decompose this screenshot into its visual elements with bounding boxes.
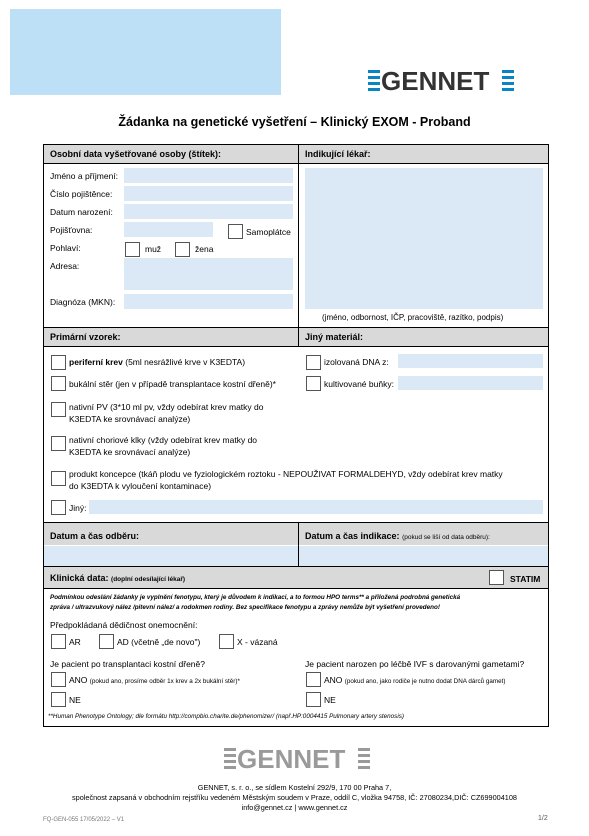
birth-date-field[interactable] — [124, 204, 293, 219]
x-linked-label: X - vázaná — [237, 637, 278, 647]
phenotype-notice-1: Podmínkou odeslání žádanky je vyplnění fenotypu, který je důvodem k indikaci, a to formou HPO terms** a přiložená podrobná genetická — [50, 594, 461, 601]
female-checkbox[interactable] — [175, 242, 190, 257]
insurer-label: Pojišťovna: — [50, 225, 93, 235]
doctor-hint: (jméno, odbornost, IČP, pracoviště, razítko, podpis) — [322, 313, 504, 322]
statim-label: STATIM — [510, 574, 541, 584]
insurance-no-field[interactable] — [124, 186, 293, 201]
clinical-section-title: Klinická data: (doplní odesílající lékař) — [50, 573, 186, 583]
insurer-field[interactable] — [124, 222, 213, 237]
chorionic-villi-label-1: nativní choriové klky (vždy odebírat krev matky do — [69, 435, 258, 445]
dna-field[interactable] — [398, 354, 543, 368]
address-label: Adresa: — [50, 261, 80, 271]
footer-logo-text: GENNET — [237, 744, 346, 774]
form-title: Žádanka na genetické vyšetření – Klinický EXOM - Proband — [118, 115, 471, 129]
other-sample-label: Jiný: — [69, 503, 87, 513]
peripheral-blood-checkbox[interactable] — [51, 355, 66, 370]
ivf-yes-checkbox[interactable] — [306, 672, 321, 687]
phenotype-notice-2: zpráva / ultrazvukový nález /pitevní nález/ a rodokmen rodiny. Bez specifikace fenotypu a zprávy nemůže být vyšetření provedeno! — [50, 604, 440, 611]
indication-date-field[interactable] — [299, 546, 548, 566]
footer-contacts: info@gennet.cz | www.gennet.cz — [241, 803, 348, 812]
dna-label: izolovaná DNA z: — [324, 357, 389, 367]
amniotic-fluid-checkbox[interactable] — [51, 402, 66, 417]
chorionic-villi-label-2: K3EDTA ke srovnávací analýze) — [69, 447, 191, 457]
label-sticker-area — [10, 9, 281, 95]
sex-label: Pohlaví: — [50, 243, 81, 253]
female-label: žena — [195, 244, 214, 254]
other-sample-checkbox[interactable] — [51, 500, 66, 515]
ar-label: AR — [69, 637, 81, 647]
primary-sample-title: Primární vzorek: — [50, 332, 121, 342]
male-checkbox[interactable] — [125, 242, 140, 257]
cultured-cells-field[interactable] — [398, 376, 543, 390]
ivf-no-checkbox[interactable] — [306, 692, 321, 707]
amniotic-fluid-label-1: nativní PV (3*10 ml pv, vždy odebírat krev matky do — [69, 402, 264, 412]
name-field[interactable] — [124, 168, 293, 183]
name-label: Jméno a příjmení: — [50, 171, 119, 181]
amniotic-fluid-label-2: K3EDTA ke srovnávací analýze) — [69, 414, 191, 424]
other-sample-field[interactable] — [89, 500, 543, 514]
conception-product-label-1: produkt koncepce (tkáň plodu ve fyziologickém roztoku - NEPOUŽIVAT FORMALDEHYD, vždy odebírat krev matky — [69, 469, 503, 479]
cultured-cells-checkbox[interactable] — [306, 376, 321, 391]
collection-date-label: Datum a čas odběru: — [50, 531, 140, 541]
statim-checkbox[interactable] — [489, 570, 504, 585]
ivf-yes-label: ANO (pokud ano, jako rodiče je nutno dodat DNA dárců gamet) — [324, 675, 506, 685]
dna-checkbox[interactable] — [306, 355, 321, 370]
address-field[interactable] — [124, 258, 293, 290]
buccal-swab-checkbox[interactable] — [51, 376, 66, 391]
chorionic-villi-checkbox[interactable] — [51, 436, 66, 451]
hpo-footnote: **Human Phenotype Ontology; dle formátu http://compbio.charite.de/phenomizer/ (např.HP:0004415 Pulmonary artery stenosis) — [48, 713, 404, 720]
doctor-section-title: Indikující lékař: — [305, 149, 371, 159]
footer-registration: společnost zapsaná v obchodním rejstříku vedeném Městským soudem v Praze, oddíl C, vložka 94758, IČ: 27080234,DIČ: CZ699004108 — [72, 793, 517, 802]
page-number: 1/2 — [538, 815, 548, 822]
self-payer-checkbox[interactable] — [228, 224, 243, 239]
conception-product-checkbox[interactable] — [51, 471, 66, 486]
ad-checkbox[interactable] — [99, 634, 114, 649]
male-label: muž — [145, 244, 162, 254]
transplant-question: Je pacient po transplantaci kostní dřeně? — [50, 659, 205, 669]
ar-checkbox[interactable] — [51, 634, 66, 649]
birth-date-label: Datum narození: — [50, 207, 113, 217]
insurance-no-label: Číslo pojištěnce: — [50, 189, 113, 199]
indication-date-label: Datum a čas indikace: (pokud se liší od data odběru): — [305, 531, 490, 541]
collection-date-field[interactable] — [44, 546, 298, 566]
logo-text: GENNET — [381, 66, 490, 96]
document-code: FQ-GEN-055 17/05/2022 – V1 — [43, 817, 125, 823]
diagnosis-field[interactable] — [124, 294, 293, 309]
other-material-title: Jiný materiál: — [305, 332, 364, 342]
transplant-yes-checkbox[interactable] — [51, 672, 66, 687]
doctor-field[interactable] — [305, 168, 543, 309]
diagnosis-label: Diagnóza (MKN): — [50, 297, 116, 307]
self-payer-label: Samoplátce — [246, 227, 291, 237]
transplant-no-label: NE — [69, 695, 81, 705]
cultured-cells-label: kultivované buňky: — [324, 379, 394, 389]
ivf-question: Je pacient narozen po léčbě IVF s darovanými gametami? — [305, 659, 525, 669]
footer-address: GENNET, s. r. o., se sídlem Kostelní 292/9, 170 00 Praha 7, — [197, 783, 392, 792]
buccal-swab-label: bukální stěr (jen v případě transplantace kostní dřeně)* — [69, 379, 276, 389]
inheritance-question: Předpokládaná dědičnost onemocnění: — [50, 620, 198, 630]
conception-product-label-2: do K3EDTA k vyloučení kontaminace) — [69, 481, 212, 491]
transplant-no-checkbox[interactable] — [51, 692, 66, 707]
gennet-logo — [368, 68, 516, 94]
x-linked-checkbox[interactable] — [219, 634, 234, 649]
footer-gennet-logo — [224, 746, 372, 772]
peripheral-blood-label: periferní krev (5ml nesrážlivé krve v K3EDTA) — [69, 357, 246, 367]
transplant-yes-label: ANO (pokud ano, prosíme odběr 1x krev a 2x bukální stěr)* — [69, 675, 240, 685]
ivf-no-label: NE — [324, 695, 336, 705]
patient-section-title: Osobní data vyšetřované osoby (štítek): — [50, 149, 222, 159]
ad-label: AD (včetně „de novo") — [117, 637, 201, 647]
